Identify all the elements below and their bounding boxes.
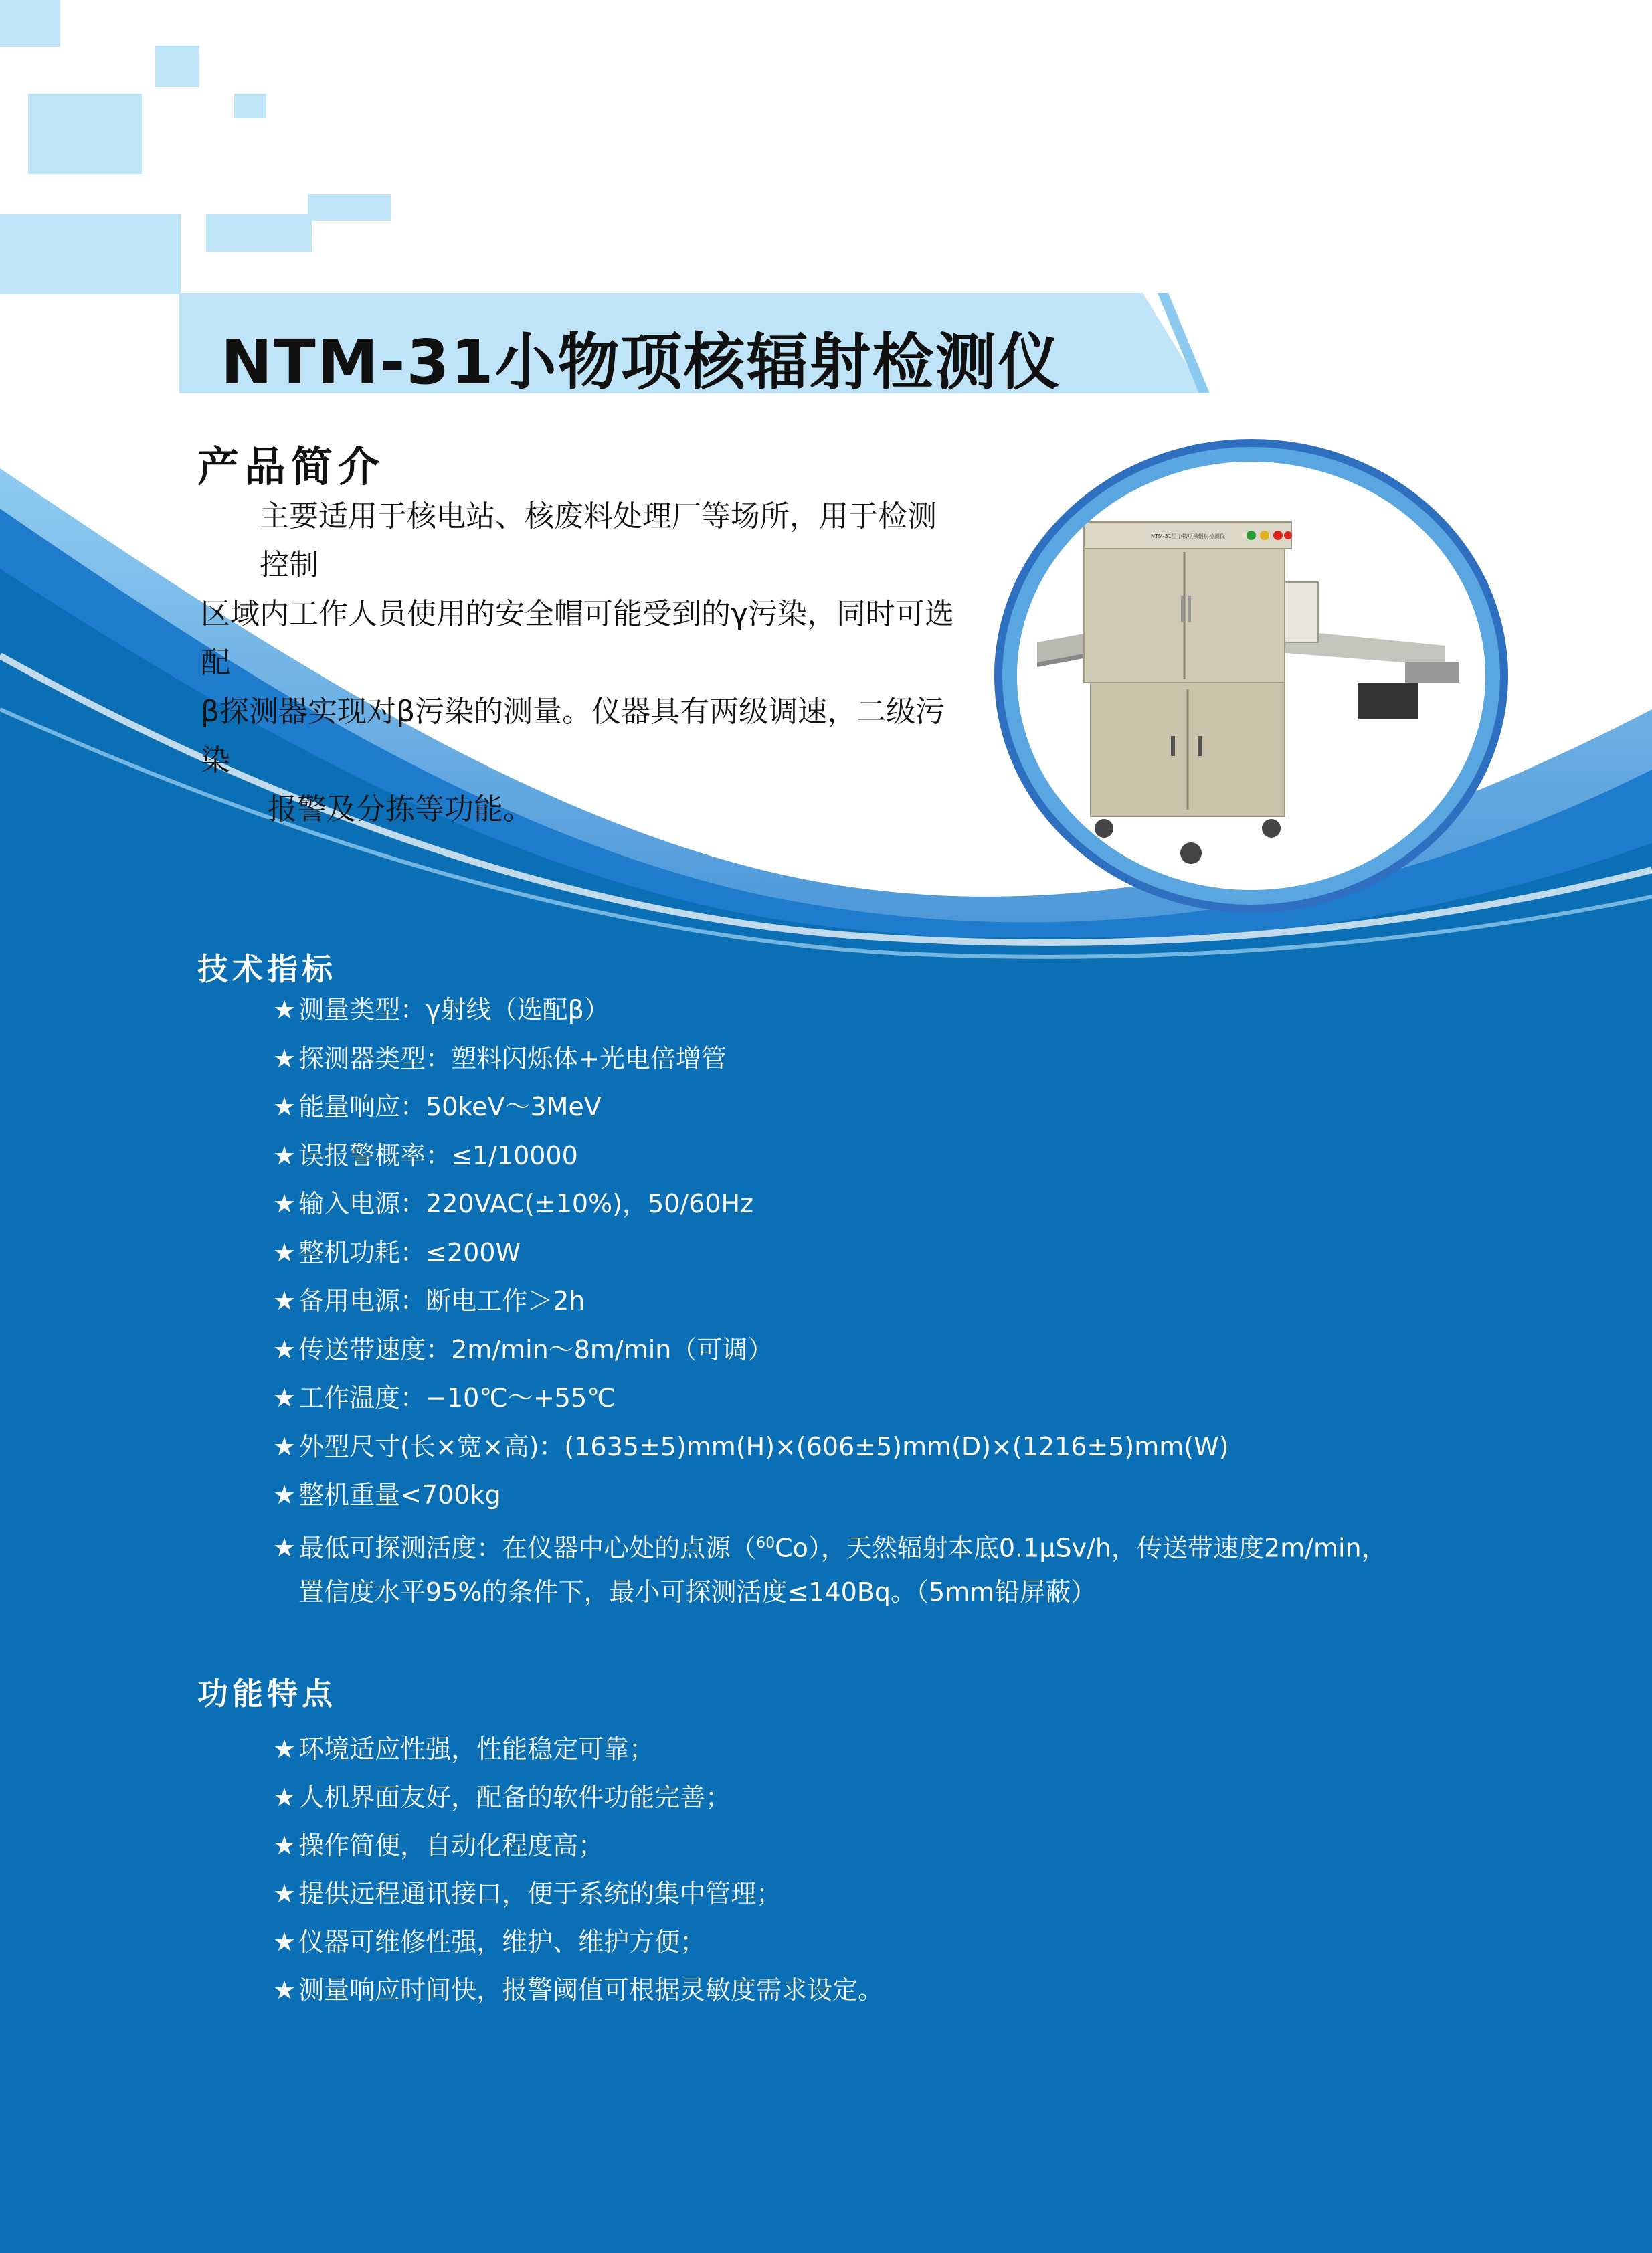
star-icon: ★ bbox=[273, 995, 296, 1024]
intro-line: 区域内工作人员使用的安全帽可能受到的γ污染，同时可选配 bbox=[201, 597, 955, 680]
intro-heading: 产品简介 bbox=[197, 442, 385, 491]
spec-item: ★ 传送带速度：2m/min～8m/min（可调） bbox=[273, 1334, 773, 1364]
deco-square bbox=[28, 94, 142, 174]
deco-square bbox=[234, 94, 266, 118]
instrument-illustration bbox=[1017, 462, 1485, 890]
star-icon: ★ bbox=[273, 1975, 296, 2005]
star-icon: ★ bbox=[273, 1431, 296, 1461]
star-icon: ★ bbox=[273, 1334, 296, 1364]
star-icon: ★ bbox=[273, 1831, 296, 1860]
star-icon: ★ bbox=[273, 1092, 296, 1121]
deco-square bbox=[0, 214, 181, 294]
spec-item: ★ 整机功耗：≤200W bbox=[273, 1237, 521, 1267]
feature-item: ★ 测量响应时间快，报警阈值可根据灵敏度需求设定。 bbox=[273, 1975, 884, 2005]
star-icon: ★ bbox=[273, 1533, 296, 1563]
spec-item: ★ 输入电源：220VAC(±10%)，50/60Hz bbox=[273, 1189, 754, 1219]
feature-item: ★ 环境适应性强，性能稳定可靠； bbox=[273, 1734, 655, 1764]
spec-item: ★ 能量响应：50keV～3MeV bbox=[273, 1092, 602, 1121]
spec-item: ★ 探测器类型：塑料闪烁体+光电倍增管 bbox=[273, 1043, 727, 1073]
star-icon: ★ bbox=[273, 1189, 296, 1219]
isotope-superscript: 60 bbox=[756, 1534, 775, 1552]
feature-item: ★ 操作简便，自动化程度高； bbox=[273, 1831, 604, 1860]
spec-item: ★ 整机重量<700kg bbox=[273, 1480, 501, 1510]
star-icon: ★ bbox=[273, 1927, 296, 1957]
intro-text bbox=[201, 492, 963, 834]
spec-item: ★ 测量类型：γ射线（选配β） bbox=[273, 995, 610, 1024]
star-icon: ★ bbox=[273, 1140, 296, 1170]
deco-square bbox=[0, 0, 60, 47]
page-title: NTM-31小物项核辐射检测仪 bbox=[221, 327, 1061, 398]
star-icon: ★ bbox=[273, 1783, 296, 1812]
intro-line: 主要适用于核电站、核废料处理厂等场所，用于检测控制 bbox=[260, 499, 937, 582]
deco-square bbox=[155, 46, 199, 87]
feature-item: ★ 人机界面友好，配备的软件功能完善； bbox=[273, 1783, 731, 1812]
spec-item-continued: 置信度水平95%的条件下，最小可探测活度≤140Bq。（5mm铅屏蔽） bbox=[298, 1577, 1097, 1607]
feature-item: ★ 提供远程通讯接口，便于系统的集中管理； bbox=[273, 1879, 782, 1908]
feature-item: ★ 仪器可维修性强，维护、维护方便； bbox=[273, 1927, 706, 1957]
star-icon: ★ bbox=[273, 1043, 296, 1073]
star-icon: ★ bbox=[273, 1480, 296, 1510]
instrument-panel-text: NTM-31型小物项核辐射检测仪 bbox=[1151, 533, 1225, 539]
specs-list bbox=[273, 986, 1578, 1617]
spec-item: ★ 工作温度：−10℃～+55℃ bbox=[273, 1383, 616, 1413]
deco-square bbox=[206, 214, 312, 252]
star-icon: ★ bbox=[273, 1383, 296, 1413]
spec-item: ★ 外型尺寸(长×宽×高)：(1635±5)mm(H)×(606±5)mm(D)×(1216±5)mm(W) bbox=[273, 1431, 1229, 1461]
spec-item: ★ 备用电源：断电工作＞2h bbox=[273, 1286, 585, 1316]
spec-item: ★ 误报警概率：≤1/10000 bbox=[273, 1140, 578, 1170]
star-icon: ★ bbox=[273, 1237, 296, 1267]
star-icon: ★ bbox=[273, 1286, 296, 1316]
features-list bbox=[273, 1725, 1578, 2014]
deco-square bbox=[308, 194, 391, 221]
spec-item: ★ 最低可探测活度：在仪器中心处的点源（$^{60}$Co），天然辐射本底0.1μSv/h，传送带速度2m/min， bbox=[273, 1533, 1387, 1563]
intro-line: 报警及分拣等功能。 bbox=[268, 792, 533, 826]
star-icon: ★ bbox=[273, 1879, 296, 1908]
specs-heading: 技术指标 bbox=[197, 951, 337, 987]
star-icon: ★ bbox=[273, 1734, 296, 1764]
features-heading: 功能特点 bbox=[197, 1676, 337, 1712]
product-photo bbox=[1017, 462, 1485, 890]
intro-line: β探测器实现对β污染的测量。仪器具有两级调速，二级污染 bbox=[201, 695, 945, 778]
